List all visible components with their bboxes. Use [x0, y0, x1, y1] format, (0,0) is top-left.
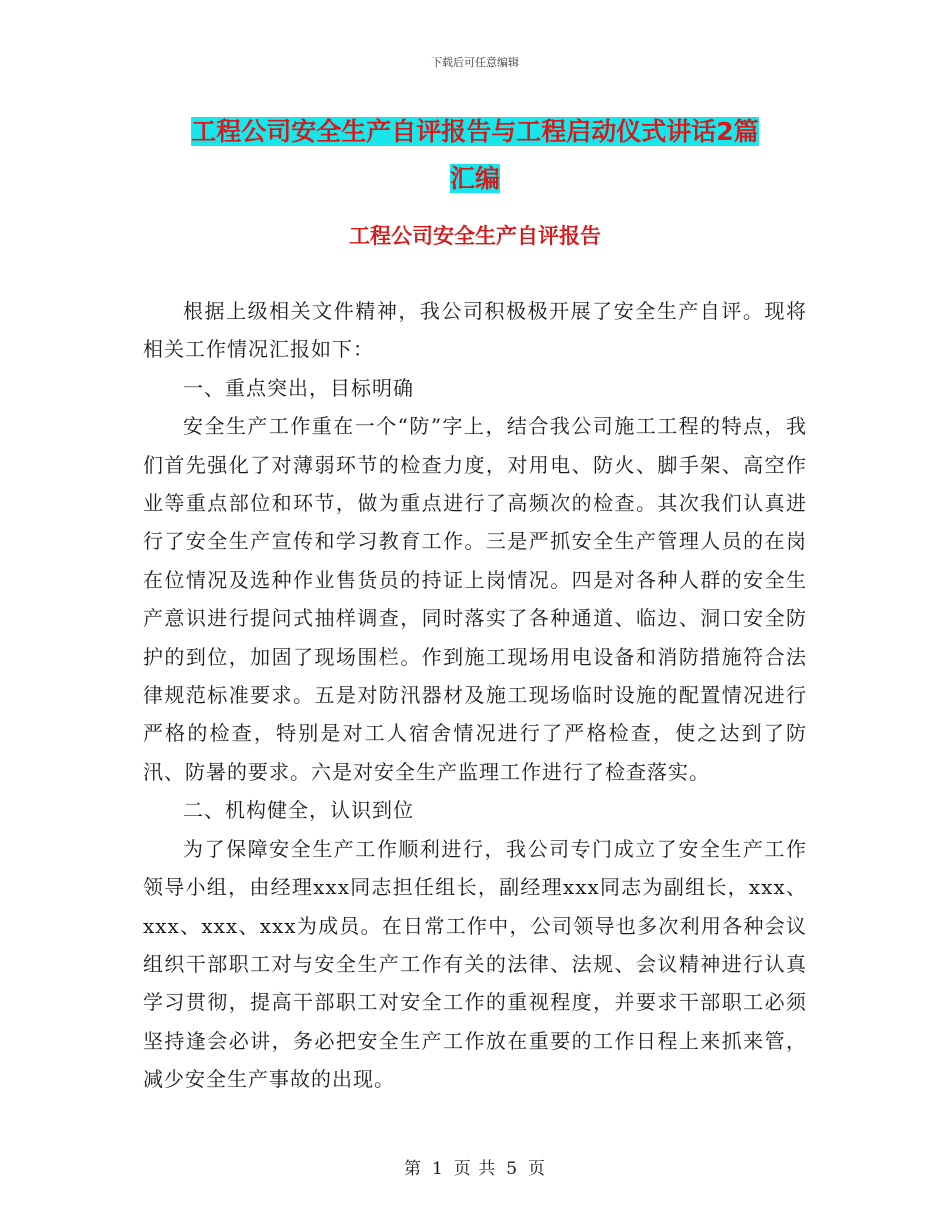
- heading-section-2: 二、机构健全，认识到位: [183, 798, 414, 823]
- section-title: 工程公司安全生产自评报告: [349, 224, 601, 248]
- document-title: [145, 108, 805, 202]
- footer-prefix: 第: [403, 1159, 422, 1179]
- page-footer: [0, 1154, 950, 1179]
- footer-suffix: 页: [528, 1159, 547, 1179]
- body-text: [143, 292, 807, 1099]
- heading-section-1: 一、重点突出，目标明确: [183, 375, 414, 400]
- document-title-line-2: 汇编: [449, 164, 500, 193]
- footer-page-number: 1: [431, 1159, 444, 1179]
- paragraph-intro: 根据上级相关文件精神，我公司积极极开展了安全生产自评。现将相关工作情况汇报如下：: [143, 299, 807, 362]
- footer-total-pages: 5: [506, 1159, 519, 1179]
- paragraph-section-1: 安全生产工作重在一个“防”字上，结合我公司施工工程的特点，我们首先强化了对薄弱环节的检查力度，对用电、防火、脚手架、高空作业等重点部位和环节，做为重点进行了高频次的检查。其次我们认真进行了安全生产宣传和学习教育工作。三是严抓安全生产管理人员的在岗在位情况及选种作业售货员的持证上岗情况。四是对各种人群的安全生产意识进行提问式抽样调查，同时落实了各种通道、临边、洞口安全防护的到位，加固了现场围栏。作到施工现场用电设备和消防措施符合法律规范标准要求。五是对防汛器材及施工现场临时设施的配置情况进行严格的检查，特别是对工人宿舍情况进行了严格检查，使之达到了防汛、防暑的要求。六是对安全生产监理工作进行了检查落实。: [143, 414, 807, 784]
- document-title-line-1: 工程公司安全生产自评报告与工程启动仪式讲话2篇: [191, 117, 759, 146]
- header-note: 下载后可任意编辑: [431, 56, 519, 69]
- paragraph-section-2: 为了保障安全生产工作顺利进行，我公司专门成立了安全生产工作领导小组，由经理xxx同志担任组长，副经理xxx同志为副组长，xxx、xxx、xxx、xxx为成员。在日常工作中，公司领导也多次利用各种会议组织干部职工对与安全生产工作有关的法律、法规、会议精神进行认真学习贯彻，提高干部职工对安全工作的重视程度，并要求干部职工必须坚持逢会必讲，务必把安全生产工作放在重要的工作日程上来抓来管，减少安全生产事故的出现。: [143, 836, 807, 1092]
- footer-middle: 页 共: [453, 1159, 497, 1179]
